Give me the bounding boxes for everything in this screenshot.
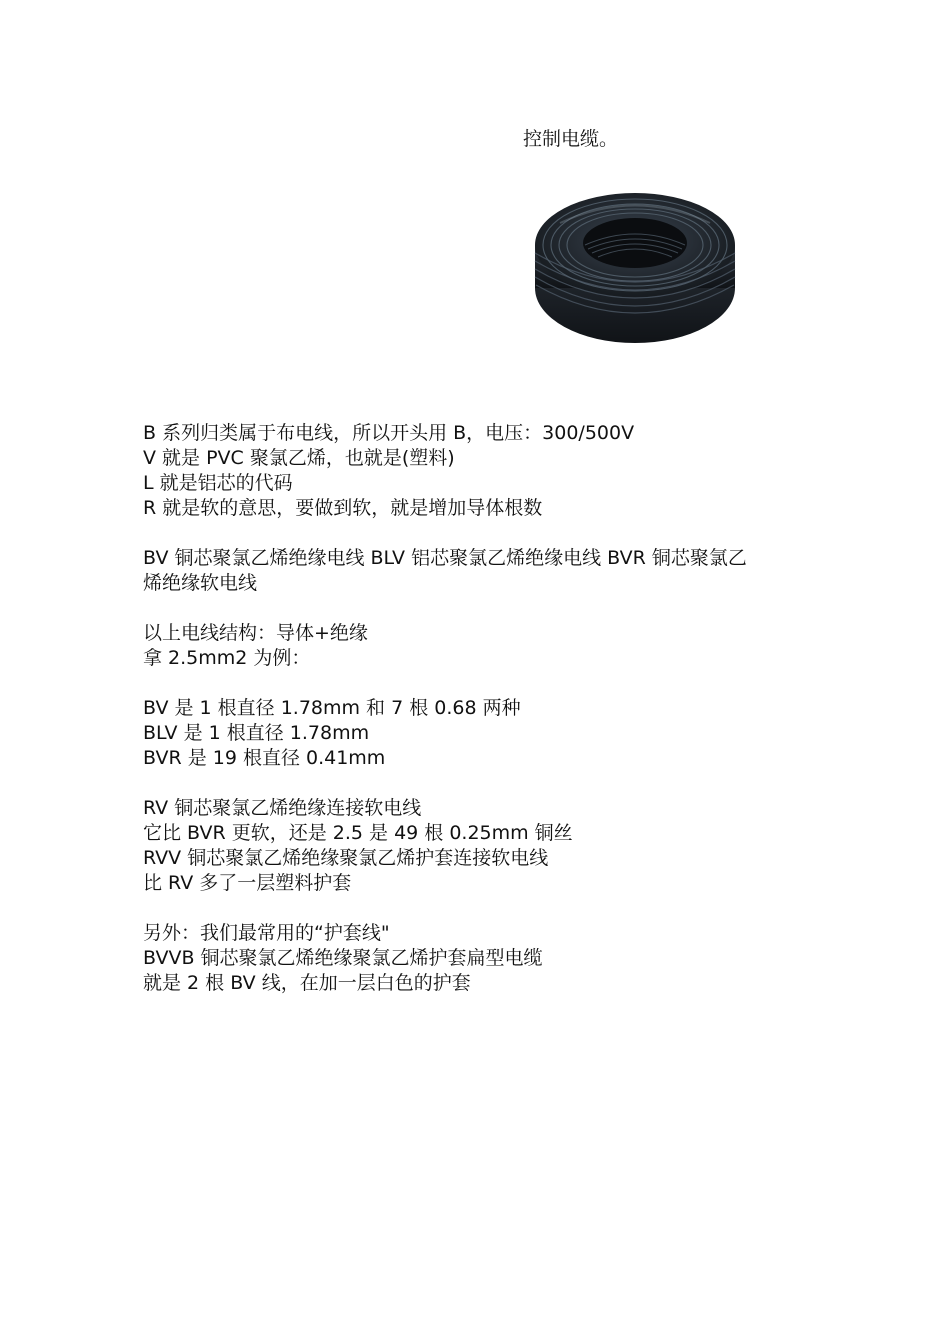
figure-caption: 控制电缆。 (523, 128, 619, 150)
text-line: 它比 BVR 更软，还是 2.5 是 49 根 0.25mm 铜丝 (143, 822, 573, 844)
paragraph-gap (143, 896, 823, 921)
text-line: 烯绝缘软电线 (143, 572, 258, 594)
paragraph-gap (143, 521, 823, 546)
text-line: 比 RV 多了一层塑料护套 (143, 872, 352, 894)
text-line: 拿 2.5mm2 为例： (143, 647, 311, 669)
text-line: RV 铜芯聚氯乙烯绝缘连接软电线 (143, 797, 422, 819)
coiled-cable-image (530, 183, 740, 353)
document-body (143, 421, 823, 996)
paragraph-gap (143, 671, 823, 696)
text-line: BV 是 1 根直径 1.78mm 和 7 根 0.68 两种 (143, 697, 521, 719)
text-line: 就是 2 根 BV 线，在加一层白色的护套 (143, 972, 471, 994)
text-line: R 就是软的意思，要做到软，就是增加导体根数 (143, 497, 543, 519)
text-line: RVV 铜芯聚氯乙烯绝缘聚氯乙烯护套连接软电线 (143, 847, 549, 869)
paragraph-gap (143, 771, 823, 796)
text-line: BV 铜芯聚氯乙烯绝缘电线 BLV 铝芯聚氯乙烯绝缘电线 BVR 铜芯聚氯乙 (143, 547, 747, 569)
text-line: V 就是 PVC 聚氯乙烯，也就是(塑料) (143, 447, 455, 469)
text-line: 另外：我们最常用的“护套线" (143, 922, 390, 944)
paragraph-gap (143, 596, 823, 621)
text-line: BLV 是 1 根直径 1.78mm (143, 722, 370, 744)
text-line: B 系列归类属于布电线，所以开头用 B，电压：300/500V (143, 422, 635, 444)
text-line: 以上电线结构：导体+绝缘 (143, 622, 368, 644)
text-line: L 就是铝芯的代码 (143, 472, 293, 494)
text-line: BVR 是 19 根直径 0.41mm (143, 747, 386, 769)
text-line: BVVB 铜芯聚氯乙烯绝缘聚氯乙烯护套扁型电缆 (143, 947, 543, 969)
